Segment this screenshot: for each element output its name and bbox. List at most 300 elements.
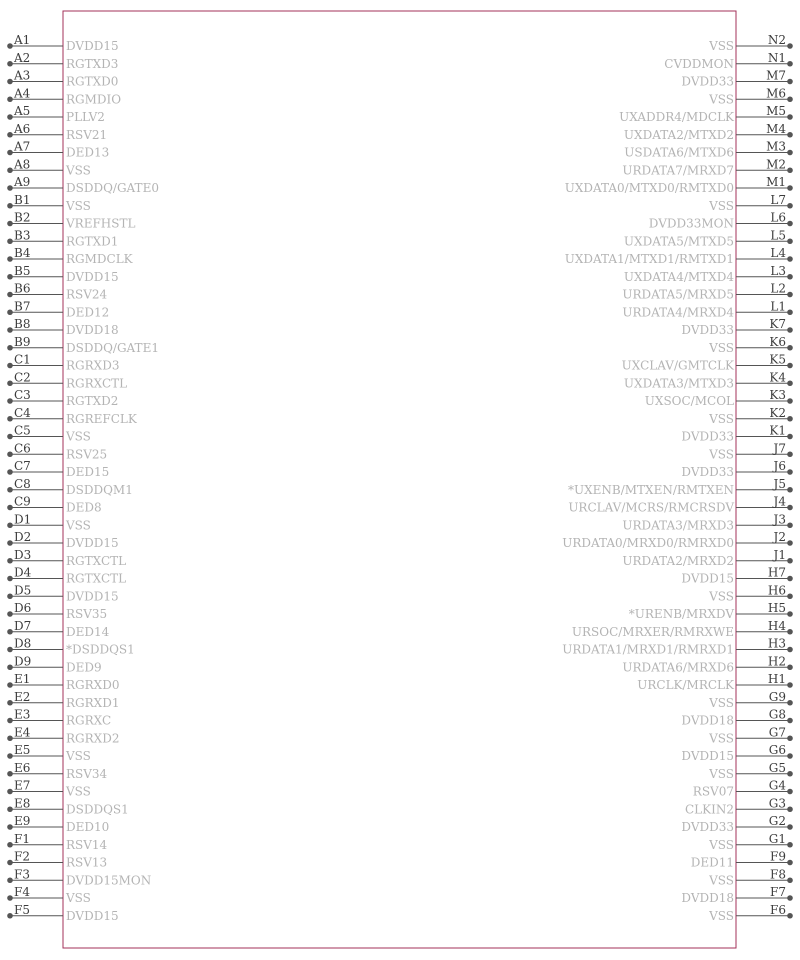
pin-name: RGMDCLK <box>66 252 133 266</box>
pin-endpoint-dot <box>787 842 793 848</box>
pin-number: M6 <box>766 86 786 101</box>
pin-endpoint-dot <box>7 274 13 280</box>
pin-endpoint-dot <box>787 221 793 227</box>
pin-number: F1 <box>14 831 30 846</box>
pin-number: H4 <box>767 618 786 633</box>
pin-name: DVDD15MON <box>66 873 152 888</box>
pin-endpoint-dot <box>7 150 13 156</box>
pin-endpoint-dot <box>7 416 13 422</box>
pin-endpoint-dot <box>7 451 13 457</box>
pin-name: DVDD15 <box>681 749 734 763</box>
pin-name: DVDD33 <box>681 429 734 444</box>
pin-name: DED15 <box>66 465 110 479</box>
pin-number: L5 <box>770 228 786 243</box>
pin-endpoint-dot <box>7 256 13 262</box>
pin-number: L6 <box>770 210 786 225</box>
pin-name: RSV25 <box>66 447 108 462</box>
pin-name: UXCLAV/GMTCLK <box>621 358 734 373</box>
pin-name: VSS <box>709 92 734 107</box>
pin-name: RGRXD0 <box>66 678 120 692</box>
pin-number: D6 <box>14 601 32 615</box>
pin-name: URDATA0/MRXD0/RMRXD0 <box>562 536 734 550</box>
pin-endpoint-dot <box>7 96 13 102</box>
pin-number: J5 <box>773 476 786 491</box>
pin-name: UXDATA1/MTXD1/RMTXD1 <box>564 252 734 266</box>
pin-number: F9 <box>770 849 786 864</box>
pin-endpoint-dot <box>787 753 793 759</box>
pin-endpoint-dot <box>787 505 793 511</box>
pin-number: M2 <box>766 157 786 172</box>
pin-name: VSS <box>66 198 91 213</box>
pin-name: VSS <box>709 411 734 426</box>
pin-name: URDATA6/MRXD6 <box>622 660 734 675</box>
pin-number: G7 <box>768 725 786 740</box>
pin-name: URCLAV/MCRS/RMCRSDV <box>568 500 734 515</box>
pin-number: D4 <box>14 565 32 580</box>
pin-number: F6 <box>770 902 786 917</box>
pin-number: F5 <box>14 902 30 917</box>
pin-number: L7 <box>770 192 786 207</box>
pin-name: URCLK/MRCLK <box>637 678 734 692</box>
pin-endpoint-dot <box>7 132 13 138</box>
pin-name: DVDD15 <box>66 589 119 604</box>
pin-endpoint-dot <box>7 753 13 759</box>
pin-endpoint-dot <box>7 61 13 67</box>
pin-number: F8 <box>770 867 786 882</box>
pin-number: C4 <box>14 405 31 420</box>
pin-number: B2 <box>14 210 31 225</box>
pin-endpoint-dot <box>7 345 13 351</box>
pin-number: A9 <box>14 175 31 189</box>
pin-number: A2 <box>14 50 31 65</box>
pin-endpoint-dot <box>7 664 13 670</box>
pin-j2 <box>562 530 793 550</box>
pin-endpoint-dot <box>787 522 793 528</box>
pin-number: E1 <box>14 672 31 686</box>
pin-number: A7 <box>14 139 31 154</box>
pin-name: DED13 <box>66 145 110 160</box>
pin-name: RGTXD2 <box>66 394 119 408</box>
pin-number: G9 <box>768 689 786 704</box>
pin-number: J4 <box>773 494 786 509</box>
pin-number: H5 <box>767 601 786 615</box>
pin-endpoint-dot <box>7 789 13 795</box>
pin-name: VSS <box>66 163 91 178</box>
pin-name: DED10 <box>66 820 110 834</box>
pin-number: H2 <box>767 654 786 669</box>
pin-number: M4 <box>766 121 786 136</box>
pin-l3 <box>624 264 793 284</box>
pin-number: H3 <box>767 636 786 651</box>
pin-number: B4 <box>14 246 31 260</box>
pin-name: CVDDMON <box>664 56 734 71</box>
pin-name: DSDDQS1 <box>66 802 129 817</box>
pin-endpoint-dot <box>7 114 13 120</box>
pin-name: VSS <box>709 837 734 852</box>
pin-endpoint-dot <box>787 79 793 85</box>
pin-name: RSV07 <box>692 784 734 799</box>
pin-name: RGRXC <box>66 713 112 728</box>
pin-number: D5 <box>14 583 32 598</box>
pin-endpoint-dot <box>7 718 13 724</box>
pin-h3 <box>562 637 793 657</box>
pin-name: DSDDQ/GATE1 <box>66 340 159 355</box>
pin-name: UXDATA5/MTXD5 <box>623 234 734 249</box>
pin-endpoint-dot <box>7 327 13 333</box>
pin-number: M5 <box>766 104 786 118</box>
pin-endpoint-dot <box>787 61 793 67</box>
pin-name: RGTXD0 <box>66 74 119 89</box>
pin-number: J2 <box>773 530 786 544</box>
pin-endpoint-dot <box>787 700 793 706</box>
pin-name: RSV24 <box>66 287 108 302</box>
pin-number: C8 <box>14 476 31 491</box>
pin-endpoint-dot <box>7 43 13 49</box>
pin-name: URDATA7/MRXD7 <box>622 163 734 178</box>
pin-number: L2 <box>770 281 786 296</box>
pin-endpoint-dot <box>7 79 13 85</box>
pin-name: VSS <box>709 198 734 213</box>
pin-name: VSS <box>66 891 91 905</box>
pin-m1 <box>565 175 793 195</box>
pin-k5 <box>622 353 793 373</box>
pin-number: H1 <box>767 672 786 686</box>
pin-endpoint-dot <box>787 345 793 351</box>
pin-endpoint-dot <box>787 629 793 635</box>
pin-endpoint-dot <box>787 167 793 173</box>
pin-endpoint-dot <box>787 789 793 795</box>
pin-name: VSS <box>66 749 91 763</box>
pin-name: DSDDQM1 <box>66 482 133 497</box>
pin-endpoint-dot <box>787 292 793 298</box>
pin-endpoint-dot <box>787 43 793 49</box>
pin-endpoint-dot <box>787 895 793 901</box>
pin-name: RGRXD3 <box>66 358 120 373</box>
pin-name: RGRXCTL <box>66 376 128 391</box>
pin-name: RGTXD1 <box>66 234 119 249</box>
pin-endpoint-dot <box>787 132 793 138</box>
pin-number: K1 <box>769 423 786 438</box>
pin-endpoint-dot <box>7 629 13 635</box>
pin-l4 <box>565 246 793 266</box>
pin-number: M1 <box>766 175 786 189</box>
pin-endpoint-dot <box>787 860 793 866</box>
pin-name: RSV35 <box>66 607 108 621</box>
pin-endpoint-dot <box>787 185 793 191</box>
pin-number: B9 <box>14 334 31 349</box>
pin-name: RSV13 <box>66 855 108 870</box>
pin-j3 <box>622 512 792 532</box>
pin-h4 <box>572 619 793 639</box>
pin-name: VSS <box>709 447 734 462</box>
pin-number: B6 <box>14 281 31 296</box>
pin-number: C1 <box>14 352 31 367</box>
pin-name: USDATA6/MTXD6 <box>624 145 734 160</box>
pin-number: D7 <box>14 618 32 633</box>
pin-number: G5 <box>768 760 786 775</box>
pin-name: UXDATA0/MTXD0/RMTXD0 <box>564 181 734 195</box>
pin-number: C2 <box>14 370 31 385</box>
pin-endpoint-dot <box>7 203 13 209</box>
pin-number: N2 <box>767 33 786 47</box>
pin-name: DVDD15 <box>66 908 119 923</box>
pin-j4 <box>568 495 792 515</box>
pin-l5 <box>624 228 793 248</box>
pin-name: RGTXCTL <box>66 553 127 568</box>
pin-number: K6 <box>769 334 786 349</box>
pin-number: D3 <box>14 547 32 562</box>
pin-name: DED9 <box>66 660 102 675</box>
pin-number: K2 <box>769 405 786 420</box>
pin-name: DVDD33 <box>681 465 734 479</box>
pin-endpoint-dot <box>787 434 793 440</box>
pin-endpoint-dot <box>787 256 793 262</box>
pin-endpoint-dot <box>7 913 13 919</box>
pin-name: DVDD18 <box>66 323 119 337</box>
pin-name: UXDATA3/MTXD3 <box>623 376 734 391</box>
pin-number: E7 <box>14 778 31 793</box>
pin-name: URDATA3/MRXD3 <box>622 518 734 533</box>
pin-name: RSV14 <box>66 837 108 852</box>
pin-endpoint-dot <box>7 558 13 564</box>
pin-name: DVDD15 <box>66 536 119 550</box>
pin-number: B1 <box>14 192 31 207</box>
pin-endpoint-dot <box>7 522 13 528</box>
pin-number: G4 <box>768 778 786 793</box>
pin-name: URDATA2/MRXD2 <box>622 553 734 568</box>
pin-number: E9 <box>14 814 31 828</box>
pin-j5 <box>568 477 793 497</box>
pin-endpoint-dot <box>787 593 793 599</box>
pin-name: VSS <box>66 784 91 799</box>
pin-name: DVDD33 <box>681 323 734 337</box>
pin-name: DVDD18 <box>681 713 734 728</box>
pin-f6 <box>708 903 793 923</box>
pin-number: H6 <box>767 583 786 598</box>
pin-number: A4 <box>14 86 31 101</box>
pin-endpoint-dot <box>787 664 793 670</box>
pin-endpoint-dot <box>787 114 793 120</box>
pin-endpoint-dot <box>787 398 793 404</box>
pin-name: VREFHSTL <box>66 216 136 231</box>
pin-name: DVDD33 <box>681 74 734 89</box>
pin-number: E8 <box>14 796 31 811</box>
pin-name: RGRXD2 <box>66 731 120 746</box>
pin-name: DSDDQ/GATE0 <box>66 181 159 195</box>
pin-endpoint-dot <box>7 487 13 493</box>
pin-endpoint-dot <box>787 416 793 422</box>
pin-endpoint-dot <box>787 735 793 741</box>
pin-endpoint-dot <box>787 309 793 315</box>
pin-number: G8 <box>768 707 786 722</box>
pin-name: RSV34 <box>66 766 108 781</box>
pin-endpoint-dot <box>787 576 793 582</box>
pin-name: RSV21 <box>66 127 108 142</box>
pin-number: C6 <box>14 441 31 456</box>
pin-endpoint-dot <box>7 806 13 812</box>
pin-number: F3 <box>14 867 30 882</box>
pin-name: RGTXD3 <box>66 56 119 71</box>
pin-name: DVDD15 <box>681 571 734 586</box>
pin-endpoint-dot <box>787 682 793 688</box>
pin-endpoint-dot <box>7 309 13 315</box>
pin-name: VSS <box>709 589 734 604</box>
pin-number: F7 <box>770 885 786 899</box>
pin-endpoint-dot <box>787 647 793 653</box>
pin-endpoint-dot <box>787 274 793 280</box>
pin-number: G2 <box>768 814 786 828</box>
pin-number: L1 <box>770 299 786 314</box>
pin-name: VSS <box>66 429 91 444</box>
pin-number: K3 <box>769 388 786 402</box>
pin-number: J1 <box>773 547 786 562</box>
pin-endpoint-dot <box>7 877 13 883</box>
pin-number: F4 <box>14 885 30 899</box>
pin-endpoint-dot <box>7 771 13 777</box>
pin-name: URDATA1/MRXD1/RMRXD1 <box>562 642 734 657</box>
pin-name: DVDD15 <box>66 269 119 284</box>
pin-name: VSS <box>66 518 91 533</box>
pin-endpoint-dot <box>7 824 13 830</box>
pin-endpoint-dot <box>787 380 793 386</box>
pin-endpoint-dot <box>7 682 13 688</box>
pin-name: RGMDIO <box>66 92 122 107</box>
pin-number: B5 <box>14 263 31 278</box>
pin-number: G1 <box>768 831 786 846</box>
pin-endpoint-dot <box>787 611 793 617</box>
pin-number: J7 <box>773 441 786 456</box>
pin-endpoint-dot <box>787 203 793 209</box>
pin-name: VSS <box>709 766 734 781</box>
pin-endpoint-dot <box>7 434 13 440</box>
pin-number: G6 <box>768 743 786 757</box>
pin-number: B7 <box>14 299 31 314</box>
pin-number: A1 <box>14 33 31 47</box>
pin-number: J3 <box>773 512 786 527</box>
pin-name: VSS <box>709 731 734 746</box>
pin-number: E3 <box>14 707 31 722</box>
pin-endpoint-dot <box>787 96 793 102</box>
pin-number: D2 <box>14 530 32 544</box>
pin-endpoint-dot <box>787 540 793 546</box>
pin-number: K7 <box>769 317 786 331</box>
pin-endpoint-dot <box>787 718 793 724</box>
pin-name: VSS <box>709 340 734 355</box>
pin-number: B3 <box>14 228 31 243</box>
pin-name: PLLV2 <box>66 110 105 124</box>
pin-number: A5 <box>14 104 31 118</box>
pin-name: RGTXCTL <box>66 571 127 586</box>
pin-endpoint-dot <box>7 576 13 582</box>
pin-name: *UXENB/MTXEN/RMTXEN <box>567 482 734 497</box>
pin-number: A8 <box>14 157 31 172</box>
pin-number: E6 <box>14 760 31 775</box>
pin-endpoint-dot <box>7 380 13 386</box>
pin-number: K5 <box>769 352 786 367</box>
pin-number: E5 <box>14 743 31 757</box>
pin-number: C9 <box>14 494 31 509</box>
pin-l1 <box>622 299 792 319</box>
pin-name: URSOC/MRXER/RMRXWE <box>571 624 734 639</box>
pin-name: URDATA5/MRXD5 <box>622 287 734 302</box>
pin-endpoint-dot <box>7 842 13 848</box>
pin-endpoint-dot <box>7 363 13 369</box>
pin-endpoint-dot <box>787 363 793 369</box>
pin-name: CLKIN2 <box>685 802 734 817</box>
pin-number: A3 <box>14 68 31 83</box>
pin-name: *DSDDQS1 <box>66 642 135 657</box>
pin-endpoint-dot <box>7 895 13 901</box>
pin-name: DED11 <box>690 855 734 870</box>
pin-name: UXDATA2/MTXD2 <box>623 127 734 142</box>
pin-number: D8 <box>14 636 32 651</box>
pin-number: M3 <box>766 139 786 154</box>
right-pin-column <box>562 33 793 923</box>
pin-name: DVDD33 <box>681 820 734 834</box>
pin-number: E2 <box>14 689 31 704</box>
pin-endpoint-dot <box>787 150 793 156</box>
pin-name: DVDD33MON <box>648 216 734 231</box>
pin-endpoint-dot <box>787 487 793 493</box>
pin-name: UXDATA4/MTXD4 <box>623 269 734 284</box>
pin-endpoint-dot <box>7 647 13 653</box>
pin-name: URDATA4/MRXD4 <box>622 305 734 320</box>
pin-endpoint-dot <box>787 824 793 830</box>
pin-name: DVDD18 <box>681 891 734 905</box>
pin-l2 <box>622 282 792 302</box>
pin-number: J6 <box>773 459 786 473</box>
pin-endpoint-dot <box>7 238 13 244</box>
pin-name: UXSOC/MCOL <box>644 394 734 408</box>
pin-endpoint-dot <box>787 327 793 333</box>
pin-number: L4 <box>770 246 786 260</box>
left-pin-column <box>7 33 159 923</box>
pin-endpoint-dot <box>7 469 13 475</box>
pin-name: DED12 <box>66 305 110 320</box>
pin-name: RGRXD1 <box>66 695 120 710</box>
pin-endpoint-dot <box>7 505 13 511</box>
pin-name: UXADDR4/MDCLK <box>619 110 734 124</box>
pin-number: M7 <box>766 68 786 83</box>
pin-name: VSS <box>709 695 734 710</box>
pin-endpoint-dot <box>787 771 793 777</box>
pin-number: E4 <box>14 725 31 740</box>
pin-number: F2 <box>14 849 30 864</box>
pin-name: VSS <box>709 39 734 53</box>
pin-endpoint-dot <box>7 185 13 191</box>
pin-endpoint-dot <box>7 292 13 298</box>
pin-endpoint-dot <box>7 221 13 227</box>
pin-number: C3 <box>14 388 31 402</box>
pin-number: K4 <box>769 370 786 385</box>
pin-number: L3 <box>770 263 786 278</box>
pin-number: A6 <box>14 121 31 136</box>
pin-endpoint-dot <box>7 735 13 741</box>
pin-endpoint-dot <box>7 700 13 706</box>
pin-name: VSS <box>709 908 734 923</box>
pin-number: D9 <box>14 654 32 669</box>
pin-endpoint-dot <box>787 913 793 919</box>
pin-endpoint-dot <box>7 398 13 404</box>
pin-k4 <box>624 370 793 390</box>
pin-name: DED14 <box>66 624 110 639</box>
pin-name: DED8 <box>66 500 102 515</box>
pin-endpoint-dot <box>7 860 13 866</box>
pin-number: D1 <box>14 512 32 527</box>
pin-endpoint-dot <box>787 451 793 457</box>
pin-number: C7 <box>14 459 31 473</box>
pin-name: RGREFCLK <box>66 411 137 426</box>
